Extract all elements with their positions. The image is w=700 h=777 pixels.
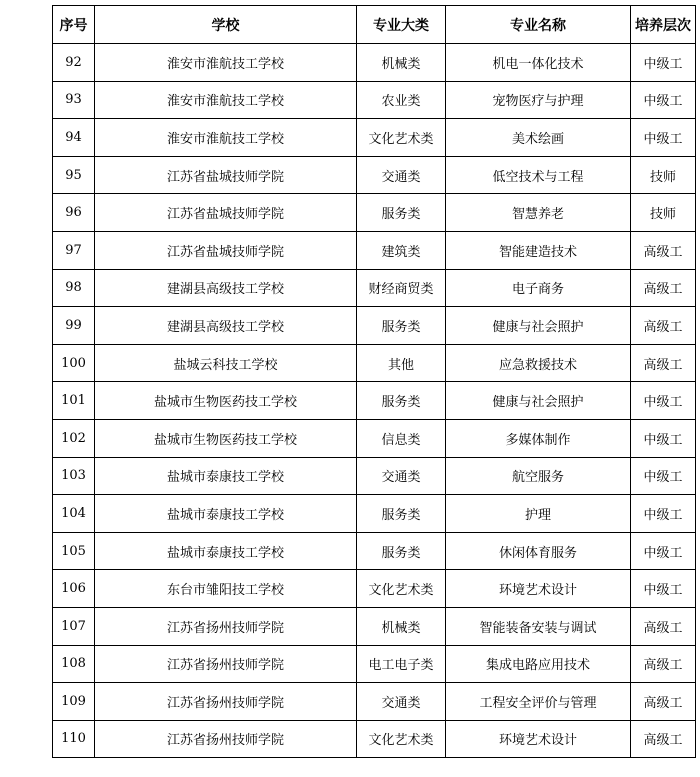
cell-school: 江苏省盐城技师学院 (95, 194, 357, 232)
cell-major-category: 其他 (357, 344, 446, 382)
cell-training-level: 中级工 (631, 457, 696, 495)
table-row (53, 419, 696, 457)
cell-school: 盐城市泰康技工学校 (95, 457, 357, 495)
cell-training-level: 高级工 (631, 645, 696, 683)
cell-major-category: 交通类 (357, 457, 446, 495)
table-row (53, 119, 696, 157)
cell-major-name: 低空技术与工程 (446, 156, 631, 194)
cell-major-name: 宠物医疗与护理 (446, 81, 631, 119)
cell-training-level: 中级工 (631, 44, 696, 82)
cell-major-name: 美术绘画 (446, 119, 631, 157)
cell-training-level: 中级工 (631, 382, 696, 420)
header-school: 学校 (95, 6, 357, 44)
cell-major-name: 休闲体育服务 (446, 532, 631, 570)
cell-school: 盐城云科技工学校 (95, 344, 357, 382)
cell-index: 103 (53, 457, 95, 495)
cell-school: 江苏省扬州技师学院 (95, 607, 357, 645)
cell-major-category: 服务类 (357, 194, 446, 232)
table-header-row (53, 6, 696, 44)
cell-training-level: 中级工 (631, 419, 696, 457)
cell-major-category: 财经商贸类 (357, 269, 446, 307)
cell-index: 96 (53, 194, 95, 232)
cell-school: 淮安市淮航技工学校 (95, 119, 357, 157)
cell-index: 105 (53, 532, 95, 570)
header-major-category: 专业大类 (357, 6, 446, 44)
cell-school: 盐城市泰康技工学校 (95, 532, 357, 570)
cell-major-name: 环境艺术设计 (446, 570, 631, 608)
header-training-level: 培养层次 (631, 6, 696, 44)
cell-training-level: 高级工 (631, 607, 696, 645)
cell-training-level: 中级工 (631, 495, 696, 533)
table-row (53, 457, 696, 495)
table-row (53, 269, 696, 307)
cell-major-name: 护理 (446, 495, 631, 533)
cell-school: 江苏省扬州技师学院 (95, 720, 357, 758)
cell-index: 92 (53, 44, 95, 82)
cell-major-name: 环境艺术设计 (446, 720, 631, 758)
cell-major-name: 健康与社会照护 (446, 382, 631, 420)
cell-index: 109 (53, 683, 95, 721)
cell-major-name: 多媒体制作 (446, 419, 631, 457)
cell-major-category: 机械类 (357, 44, 446, 82)
cell-training-level: 高级工 (631, 720, 696, 758)
table-row (53, 645, 696, 683)
cell-training-level: 高级工 (631, 344, 696, 382)
cell-major-category: 交通类 (357, 683, 446, 721)
cell-major-category: 机械类 (357, 607, 446, 645)
cell-major-category: 服务类 (357, 307, 446, 345)
table-row (53, 495, 696, 533)
cell-index: 98 (53, 269, 95, 307)
cell-school: 建湖县高级技工学校 (95, 307, 357, 345)
cell-school: 江苏省扬州技师学院 (95, 683, 357, 721)
cell-major-category: 服务类 (357, 532, 446, 570)
cell-index: 110 (53, 720, 95, 758)
cell-index: 99 (53, 307, 95, 345)
cell-index: 95 (53, 156, 95, 194)
cell-training-level: 高级工 (631, 269, 696, 307)
cell-major-category: 文化艺术类 (357, 570, 446, 608)
cell-major-name: 集成电路应用技术 (446, 645, 631, 683)
cell-index: 107 (53, 607, 95, 645)
cell-training-level: 中级工 (631, 532, 696, 570)
cell-major-name: 健康与社会照护 (446, 307, 631, 345)
cell-major-category: 服务类 (357, 495, 446, 533)
cell-school: 江苏省盐城技师学院 (95, 156, 357, 194)
table-row (53, 570, 696, 608)
table-row (53, 44, 696, 82)
cell-major-name: 智慧养老 (446, 194, 631, 232)
cell-school: 盐城市生物医药技工学校 (95, 382, 357, 420)
cell-major-name: 智能装备安装与调试 (446, 607, 631, 645)
cell-school: 淮安市淮航技工学校 (95, 44, 357, 82)
table-row (53, 81, 696, 119)
cell-training-level: 技师 (631, 194, 696, 232)
cell-major-category: 电工电子类 (357, 645, 446, 683)
table-row (53, 307, 696, 345)
cell-index: 108 (53, 645, 95, 683)
cell-major-name: 机电一体化技术 (446, 44, 631, 82)
cell-major-category: 文化艺术类 (357, 720, 446, 758)
cell-training-level: 中级工 (631, 119, 696, 157)
cell-major-name: 工程安全评价与管理 (446, 683, 631, 721)
cell-index: 100 (53, 344, 95, 382)
table-row (53, 382, 696, 420)
header-major-name: 专业名称 (446, 6, 631, 44)
cell-school: 建湖县高级技工学校 (95, 269, 357, 307)
cell-index: 93 (53, 81, 95, 119)
cell-major-category: 农业类 (357, 81, 446, 119)
cell-index: 97 (53, 231, 95, 269)
table-row (53, 720, 696, 758)
table-row (53, 683, 696, 721)
cell-training-level: 高级工 (631, 683, 696, 721)
cell-major-category: 文化艺术类 (357, 119, 446, 157)
cell-school: 东台市雏阳技工学校 (95, 570, 357, 608)
cell-index: 101 (53, 382, 95, 420)
table-row (53, 344, 696, 382)
table-row (53, 532, 696, 570)
table-row (53, 156, 696, 194)
cell-major-category: 建筑类 (357, 231, 446, 269)
programs-table (52, 5, 696, 758)
cell-school: 盐城市生物医药技工学校 (95, 419, 357, 457)
table-row (53, 194, 696, 232)
table-row (53, 607, 696, 645)
cell-school: 江苏省扬州技师学院 (95, 645, 357, 683)
cell-training-level: 中级工 (631, 81, 696, 119)
cell-training-level: 中级工 (631, 570, 696, 608)
table-row (53, 231, 696, 269)
cell-index: 104 (53, 495, 95, 533)
cell-training-level: 技师 (631, 156, 696, 194)
cell-major-name: 应急救援技术 (446, 344, 631, 382)
cell-major-name: 航空服务 (446, 457, 631, 495)
cell-major-category: 交通类 (357, 156, 446, 194)
cell-index: 94 (53, 119, 95, 157)
cell-school: 淮安市淮航技工学校 (95, 81, 357, 119)
cell-index: 102 (53, 419, 95, 457)
cell-school: 江苏省盐城技师学院 (95, 231, 357, 269)
cell-school: 盐城市泰康技工学校 (95, 495, 357, 533)
cell-index: 106 (53, 570, 95, 608)
cell-training-level: 高级工 (631, 231, 696, 269)
header-index: 序号 (53, 6, 95, 44)
cell-major-category: 服务类 (357, 382, 446, 420)
cell-major-name: 智能建造技术 (446, 231, 631, 269)
cell-major-category: 信息类 (357, 419, 446, 457)
cell-training-level: 高级工 (631, 307, 696, 345)
cell-major-name: 电子商务 (446, 269, 631, 307)
